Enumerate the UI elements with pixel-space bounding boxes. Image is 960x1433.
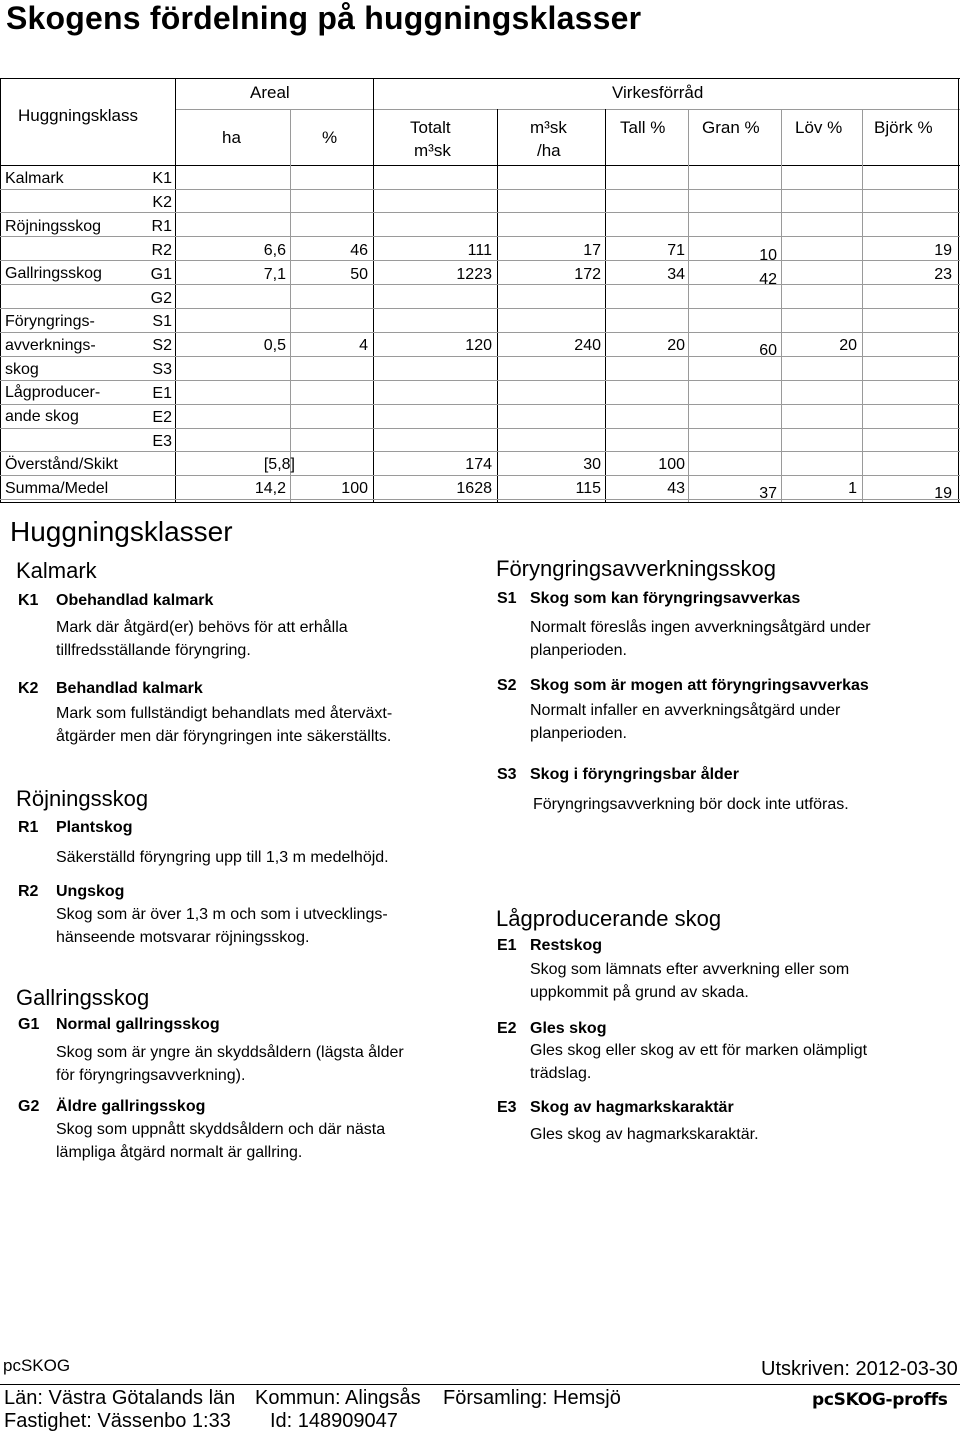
- header-lov: Löv %: [795, 118, 843, 137]
- row-separator: [0, 332, 960, 333]
- legend-desc-r2-2: hänseende motsvarar röjningsskog.: [56, 929, 310, 946]
- table-right-border: [958, 78, 959, 503]
- footer-fastighet: Fastighet: Vässenbo 1:33: [4, 1410, 231, 1432]
- legend-code-g1: G1: [18, 1016, 40, 1033]
- legend-name-s1: Skog som kan föryngringsavverkas: [530, 590, 801, 607]
- legend-rojning-title: Röjningsskog: [16, 786, 149, 811]
- col-divider: [373, 78, 374, 503]
- legend-name-e2: Gles skog: [530, 1020, 607, 1037]
- header-huggningsklass: Huggningsklass: [18, 106, 139, 125]
- huggningsklass-table: [0, 78, 960, 503]
- summa-tot: 1628: [456, 480, 492, 497]
- cell-tall: 71: [667, 242, 685, 259]
- row-separator: [0, 356, 960, 357]
- footer-app: pcSKOG: [3, 1356, 71, 1375]
- legend-name-s2: Skog som är mogen att föryngringsavverkas: [530, 677, 869, 694]
- legend-name-g2: Äldre gallringsskog: [56, 1098, 206, 1115]
- footer-forsamling: Församling: Hemsjö: [443, 1387, 621, 1409]
- legend-name-k2: Behandlad kalmark: [56, 680, 203, 697]
- table-top-border: [0, 78, 960, 79]
- cell-tall: 34: [667, 266, 685, 283]
- header-divider: [175, 109, 960, 110]
- group-fory-1: Föryngrings-: [5, 313, 95, 330]
- cell-pct: 50: [350, 266, 368, 283]
- header-totalt: Totalt: [410, 118, 451, 137]
- page-title: Skogens fördelning på huggningsklasser: [6, 0, 642, 36]
- footer-kommun: Kommun: Alingsås: [255, 1387, 421, 1409]
- row-separator: [0, 499, 960, 500]
- footer-divider: [0, 1384, 960, 1385]
- row-code: R2: [151, 242, 172, 259]
- col-divider: [175, 78, 176, 503]
- row-code: R1: [151, 218, 172, 235]
- legend-gallring-title: Gallringsskog: [16, 985, 150, 1010]
- header-totalt-unit: m³sk: [414, 141, 451, 160]
- legend-desc-g1-2: för föryngringsavverkning).: [56, 1067, 246, 1084]
- cell-tot: 1223: [456, 266, 492, 283]
- legend-desc-e2-2: trädslag.: [530, 1065, 592, 1082]
- group-lag-1: Lågproducer-: [5, 384, 101, 401]
- footer-id: Id: 148909047: [270, 1410, 398, 1432]
- legend-code-e1: E1: [497, 937, 517, 954]
- header-gran: Gran %: [702, 118, 760, 137]
- cell-tot: 111: [467, 242, 492, 259]
- legend-name-e3: Skog av hagmarkskaraktär: [530, 1099, 734, 1116]
- row-code: G1: [150, 266, 172, 283]
- footer-lan: Län: Västra Götalands län: [4, 1387, 236, 1409]
- legend-name-r2: Ungskog: [56, 883, 125, 900]
- legend-code-k1: K1: [18, 592, 39, 609]
- header-ha: ha: [222, 128, 241, 147]
- group-fory-2: avverknings-: [5, 337, 96, 354]
- overstand-m3ha: 30: [583, 456, 601, 473]
- header-bjork: Björk %: [874, 118, 933, 137]
- row-code: K2: [152, 194, 172, 211]
- cell-bjork: 23: [934, 266, 952, 283]
- legend-code-e3: E3: [497, 1099, 517, 1116]
- summa-tall: 43: [667, 480, 685, 497]
- header-areal: Areal: [250, 83, 290, 102]
- col-divider: [290, 109, 291, 502]
- cell-gran: 60: [759, 342, 777, 359]
- legend-desc-e2-1: Gles skog eller skog av ett för marken olämpligt: [530, 1042, 868, 1059]
- legend-desc-s1-1: Normalt föreslås ingen avverkningsåtgärd under: [530, 619, 871, 636]
- legend-desc-s2-2: planperioden.: [530, 725, 627, 742]
- overstand-tall: 100: [658, 456, 685, 473]
- group-kalmark: Kalmark: [5, 170, 64, 187]
- col-divider: [497, 109, 498, 502]
- row-code: E1: [152, 385, 172, 402]
- overstand-ha: [5,8]: [263, 456, 295, 473]
- summa-ha: 14,2: [254, 480, 286, 497]
- legend-kalmark-title: Kalmark: [16, 558, 97, 583]
- legend-code-r1: R1: [18, 819, 39, 836]
- legend-desc-k1-1: Mark där åtgärd(er) behövs för att erhålla: [56, 619, 348, 636]
- legend-code-s2: S2: [497, 677, 517, 694]
- cell-gran: 42: [759, 271, 777, 288]
- cell-ha: 7,1: [263, 266, 286, 283]
- legend-desc-g2-1: Skog som uppnått skyddsåldern och där nästa: [56, 1121, 386, 1138]
- row-code: E2: [152, 409, 172, 426]
- cell-ha: 6,6: [263, 242, 286, 259]
- row-code: G2: [150, 290, 172, 307]
- col-divider: [688, 109, 689, 502]
- pcskog-proffs-logo: pcSKOG-proffs: [812, 1390, 948, 1410]
- legend-desc-k2-2: åtgärder men där föryngringen inte säkerställts.: [56, 728, 392, 745]
- legend-desc-r2-1: Skog som är över 1,3 m och som i utvecklings-: [56, 906, 388, 923]
- summa-lov: 1: [848, 480, 857, 497]
- table-left-border: [0, 78, 1, 503]
- header-bottom-border: [0, 165, 960, 166]
- legend-fory-title: Föryngringsavverkningsskog: [496, 556, 777, 581]
- legend-desc-e1-2: uppkommit på grund av skada.: [530, 984, 749, 1001]
- legend-desc-k1-2: tillfredsställande föryngring.: [56, 642, 251, 659]
- group-gallring: Gallringsskog: [5, 265, 102, 282]
- row-code: E3: [152, 433, 172, 450]
- table-bottom-border: [0, 502, 960, 503]
- row-separator: [0, 380, 960, 381]
- cell-tall: 20: [667, 337, 685, 354]
- legend-desc-s2-1: Normalt infaller en avverkningsåtgärd under: [530, 702, 841, 719]
- overstand-tot: 174: [465, 456, 492, 473]
- legend-lag-title: Lågproducerande skog: [496, 906, 722, 931]
- legend-code-g2: G2: [18, 1098, 40, 1115]
- header-virkesforrad: Virkesförråd: [612, 83, 704, 102]
- header-tall: Tall %: [620, 118, 666, 137]
- row-code: S1: [152, 313, 172, 330]
- cell-gran: 10: [759, 247, 777, 264]
- legend-name-k1: Obehandlad kalmark: [56, 592, 214, 609]
- cell-lov: 20: [839, 337, 857, 354]
- legend-name-r1: Plantskog: [56, 819, 133, 836]
- cell-m3ha: 17: [583, 242, 601, 259]
- row-code: S2: [152, 337, 172, 354]
- legend-name-g1: Normal gallringsskog: [56, 1016, 220, 1033]
- group-fory-3: skog: [5, 361, 39, 378]
- legend-name-s3: Skog i föryngringsbar ålder: [530, 766, 739, 783]
- col-divider: [862, 109, 863, 502]
- legend-desc-s1-2: planperioden.: [530, 642, 627, 659]
- row-separator: [0, 189, 960, 190]
- col-divider: [605, 109, 606, 502]
- group-lag-2: ande skog: [5, 408, 79, 425]
- group-summa: Summa/Medel: [5, 480, 109, 497]
- legend-desc-s3-1: Föryngringsavverkning bör dock inte utföras.: [533, 796, 849, 813]
- cell-m3ha: 240: [574, 337, 601, 354]
- cell-bjork: 19: [934, 242, 952, 259]
- legend-code-e2: E2: [497, 1020, 517, 1037]
- group-overstand: Överstånd/Skikt: [5, 456, 118, 473]
- legend-code-s3: S3: [497, 766, 517, 783]
- legend-desc-r1-1: Säkerställd föryngring upp till 1,3 m medelhöjd.: [56, 849, 389, 866]
- legend-code-k2: K2: [18, 680, 39, 697]
- legend-title: Huggningsklasser: [10, 516, 233, 547]
- header-pct: %: [322, 128, 338, 147]
- row-separator: [0, 428, 960, 429]
- cell-m3ha: 172: [574, 266, 601, 283]
- row-code: K1: [152, 170, 172, 187]
- summa-pct: 100: [341, 480, 368, 497]
- legend-code-r2: R2: [18, 883, 39, 900]
- legend-desc-g1-1: Skog som är yngre än skyddsåldern (lägsta ålder: [56, 1044, 404, 1061]
- row-code: S3: [152, 361, 172, 378]
- legend-code-s1: S1: [497, 590, 517, 607]
- legend-desc-e3-1: Gles skog av hagmarkskaraktär.: [530, 1126, 759, 1143]
- header-m3ha: m³sk: [530, 118, 567, 137]
- summa-m3ha: 115: [575, 480, 601, 497]
- footer-printed: Utskriven: 2012-03-30: [761, 1358, 958, 1380]
- group-rojning: Röjningsskog: [5, 218, 102, 235]
- legend-desc-k2-1: Mark som fullständigt behandlats med återväxt-: [56, 705, 393, 722]
- legend-desc-g2-2: lämpliga åtgärd normalt är gallring.: [56, 1144, 303, 1161]
- cell-tot: 120: [465, 337, 492, 354]
- row-separator: [0, 404, 960, 405]
- cell-pct: 4: [359, 337, 368, 354]
- summa-gran: 37: [759, 485, 777, 502]
- header-m3ha-unit: /ha: [537, 141, 561, 160]
- cell-ha: 0,5: [263, 337, 286, 354]
- legend-desc-e1-1: Skog som lämnats efter avverkning eller som: [530, 961, 850, 978]
- cell-pct: 46: [350, 242, 368, 259]
- summa-bjork: 19: [934, 485, 952, 502]
- legend-name-e1: Restskog: [530, 937, 603, 954]
- col-divider: [781, 109, 782, 502]
- row-separator: [0, 475, 960, 476]
